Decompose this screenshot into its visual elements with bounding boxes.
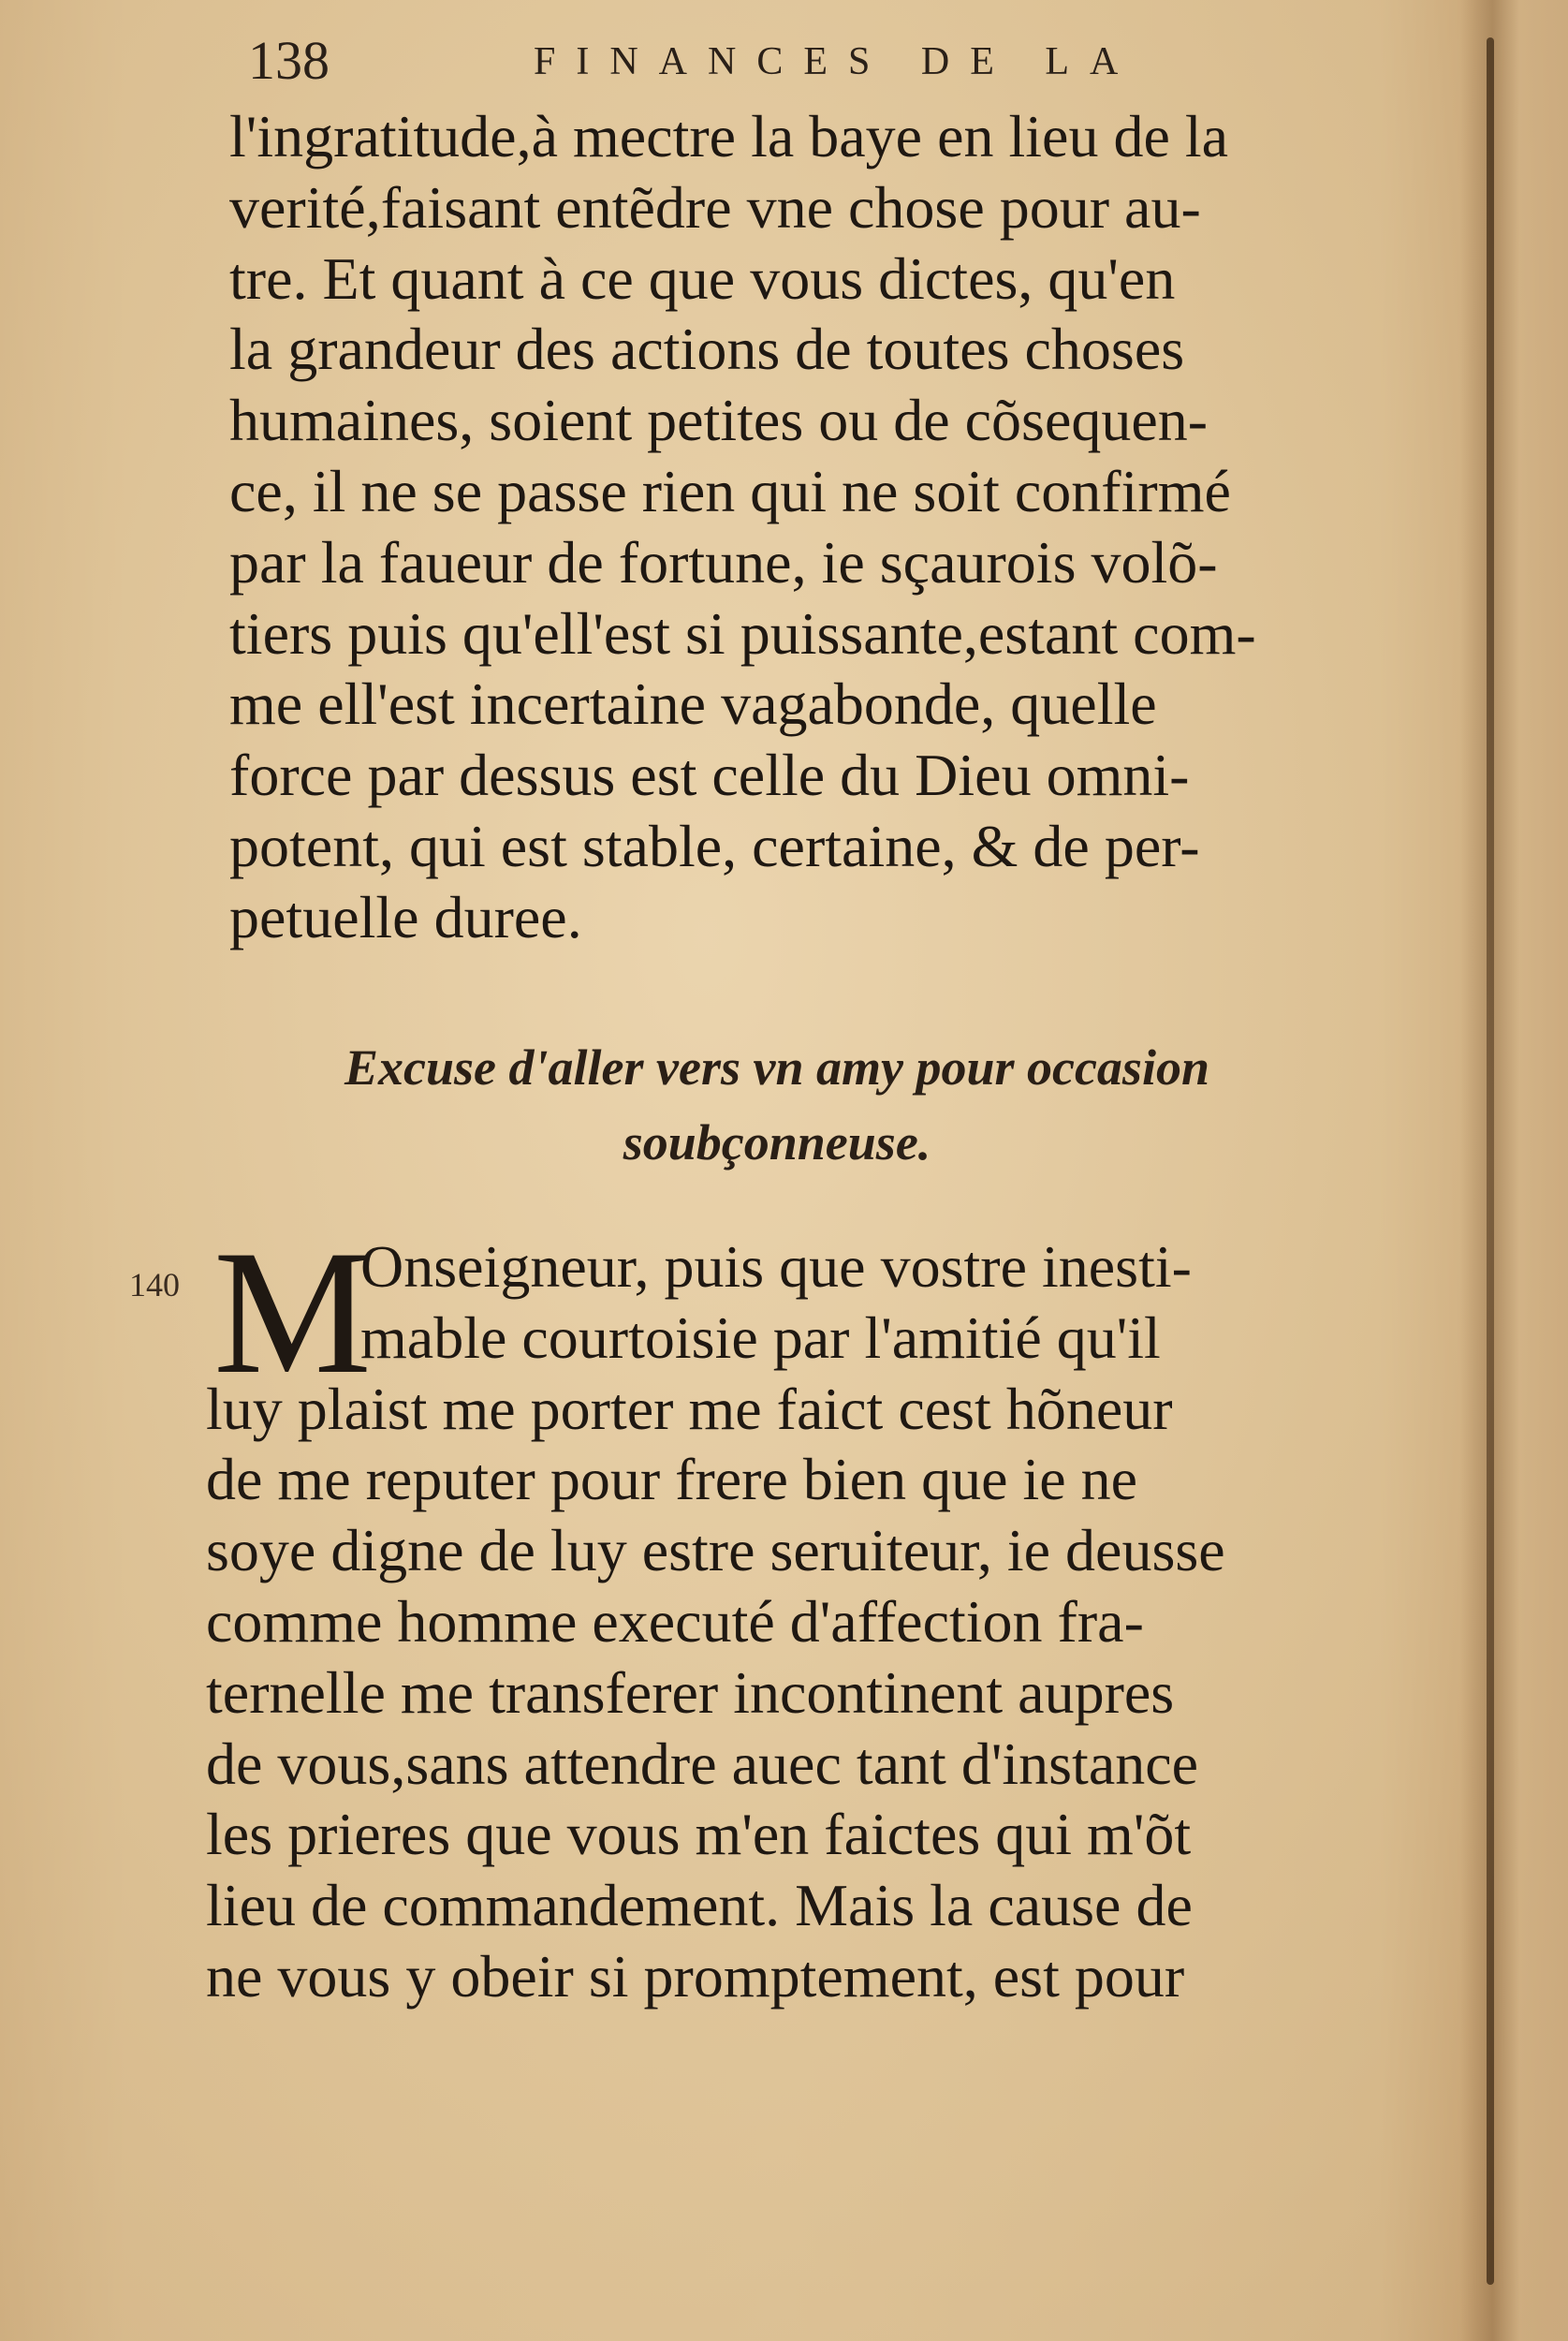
text-line: force par dessus est celle du Dieu omni- (229, 742, 1190, 809)
text-line: l'ingratitude,à mectre la baye en lieu de la (229, 103, 1229, 169)
text-line: mable courtoisie par l'amitié qu'il (360, 1303, 1161, 1371)
page-number: 138 (248, 30, 330, 91)
text-line: les prieres que vous m'en faictes qui m'õt (206, 1801, 1192, 1868)
text-line: de me reputer pour frere bien que ie ne (206, 1446, 1138, 1513)
text-line: ne vous y obeir si promptement, est pour (206, 1942, 1185, 2010)
text-line: luy plaist me porter me faict cest hõneur (206, 1375, 1173, 1442)
text-line: de vous,sans attendre auec tant d'instance (206, 1730, 1199, 1797)
text-line: me ell'est incertaine vagabonde, quelle (229, 670, 1157, 738)
section-heading (281, 1030, 1273, 1180)
text-line: Onseigneur, puis que vostre inesti- (360, 1233, 1192, 1300)
text-line: comme homme executé d'affection fra- (206, 1587, 1144, 1655)
text-line: soye digne de luy estre seruiteur, ie deusse (206, 1517, 1225, 1584)
text-line: la grandeur des actions de toutes choses (229, 316, 1185, 383)
page-gutter (1460, 0, 1568, 2341)
text-line: humaines, soient petites ou de cõsequen- (229, 387, 1209, 454)
page-header (248, 28, 1353, 94)
heading-line: Excuse d'aller vers vn amy pour occasion (344, 1039, 1209, 1096)
text-line: tre. Et quant à ce que vous dictes, qu'en (229, 244, 1176, 312)
margin-number: 140 (129, 1266, 180, 1303)
text-line: par la faueur de fortune, ie sçaurois volõ- (229, 528, 1218, 596)
text-line: potent, qui est stable, certaine, & de per- (229, 812, 1200, 879)
binding-edge (1487, 37, 1494, 2285)
text-line: tiers puis qu'ell'est si puissante,estant com- (229, 599, 1256, 667)
text-line: verité,faisant entẽdre vne chose pour au- (229, 173, 1201, 241)
drop-cap: M (213, 1215, 372, 1411)
text-line: ternelle me transferer incontinent aupres (206, 1658, 1175, 1726)
text-line: lieu de commandement. Mais la cause de (206, 1872, 1193, 1939)
text-line: petuelle duree. (229, 883, 582, 950)
bottom-paragraph (206, 1215, 1329, 2012)
running-head: FINANCES DE LA (534, 40, 1139, 83)
top-paragraph (229, 101, 1353, 953)
text-line: ce, il ne se passe rien qui ne soit confirmé (229, 457, 1231, 524)
heading-line: soubçonneuse. (623, 1114, 931, 1170)
